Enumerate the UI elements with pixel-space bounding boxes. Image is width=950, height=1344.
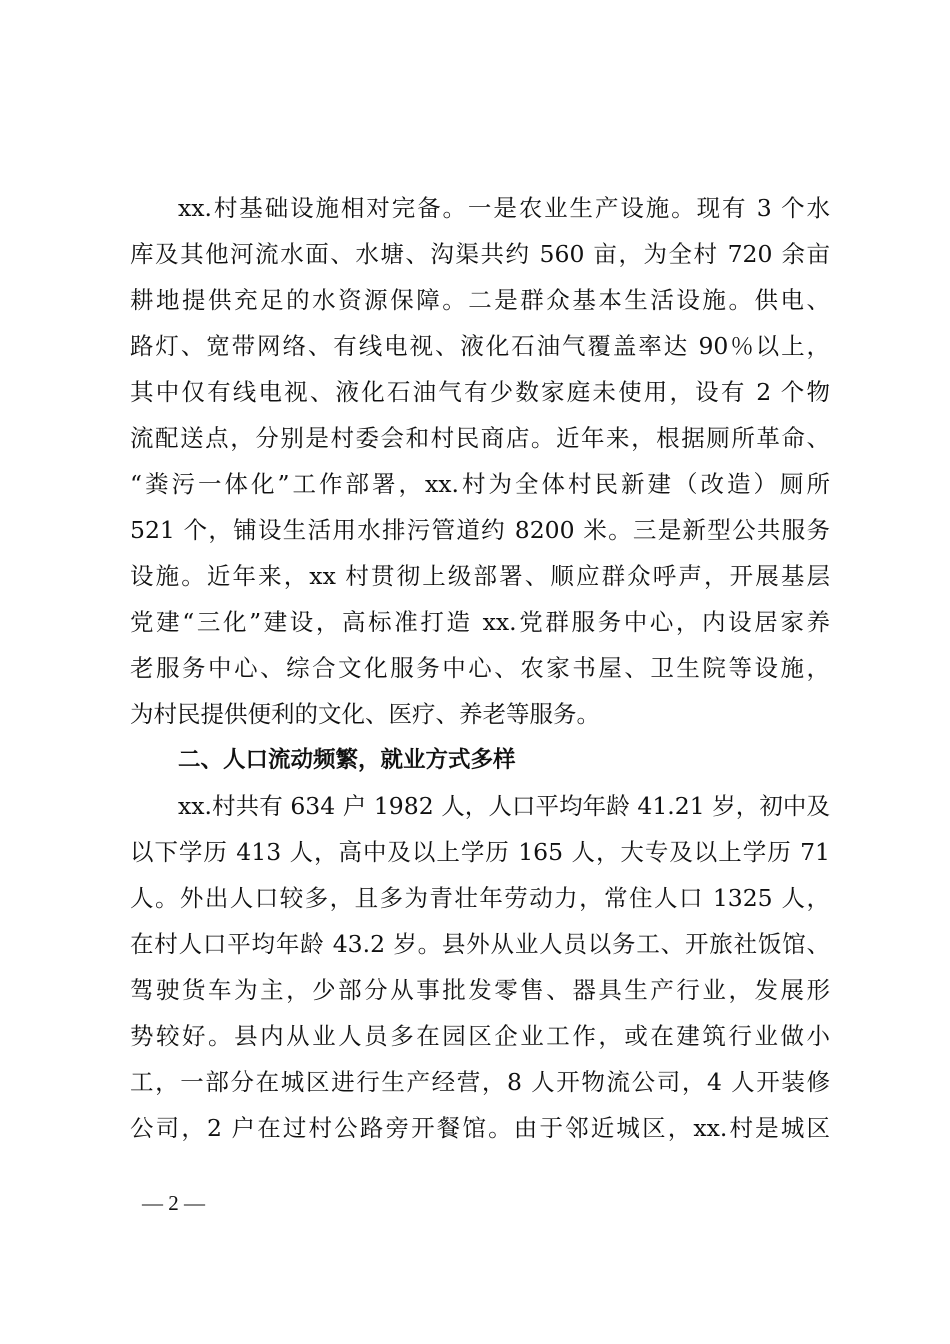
paragraph-line: 工，一部分在城区进行生产经营，8 人开物流公司，4 人开装修	[130, 1068, 830, 1096]
paragraph-line: 流配送点，分别是村委会和村民商店。近年来，根据厕所革命、	[130, 424, 830, 452]
paragraph-line: 公司，2 户在过村公路旁开餐馆。由于邻近城区，xx.村是城区	[130, 1114, 830, 1142]
paragraph-line: 以下学历 413 人，高中及以上学历 165 人，大专及以上学历 71	[130, 838, 830, 866]
section-heading: 二、人口流动频繁，就业方式多样	[178, 747, 516, 773]
paragraph-line: 为村民提供便利的文化、医疗、养老等服务。	[130, 700, 600, 728]
paragraph-line: xx.村基础设施相对完备。一是农业生产设施。现有 3 个水	[178, 194, 830, 222]
paragraph-line: 人。外出人口较多，且多为青壮年劳动力，常住人口 1325 人，	[130, 884, 830, 912]
paragraph-line: “粪污一体化”工作部署，xx.村为全体村民新建（改造）厕所	[130, 470, 830, 498]
page-number: — 2 —	[142, 1191, 205, 1215]
paragraph-line: 老服务中心、综合文化服务中心、农家书屋、卫生院等设施，	[130, 654, 830, 682]
paragraph-line: 设施。近年来，xx 村贯彻上级部署、顺应群众呼声，开展基层	[130, 562, 830, 590]
paragraph-line: 521 个，铺设生活用水排污管道约 8200 米。三是新型公共服务	[130, 516, 830, 544]
paragraph-line: 路灯、宽带网络、有线电视、液化石油气覆盖率达 90％以上，	[130, 332, 830, 360]
paragraph-line: 势较好。县内从业人员多在园区企业工作，或在建筑行业做小	[130, 1022, 830, 1050]
paragraph-line: 驾驶货车为主，少部分从事批发零售、器具生产行业，发展形	[130, 976, 830, 1004]
paragraph-line: 库及其他河流水面、水塘、沟渠共约 560 亩，为全村 720 余亩	[130, 240, 830, 268]
paragraph-line: 党建“三化”建设，高标准打造 xx.党群服务中心，内设居家养	[130, 608, 830, 636]
paragraph-line: 耕地提供充足的水资源保障。二是群众基本生活设施。供电、	[130, 286, 830, 314]
paragraph-line: 在村人口平均年龄 43.2 岁。县外从业人员以务工、开旅社饭馆、	[130, 930, 830, 958]
paragraph-line: 其中仅有线电视、液化石油气有少数家庭未使用，设有 2 个物	[130, 378, 830, 406]
paragraph-line: xx.村共有 634 户 1982 人，人口平均年龄 41.21 岁，初中及	[178, 792, 830, 820]
